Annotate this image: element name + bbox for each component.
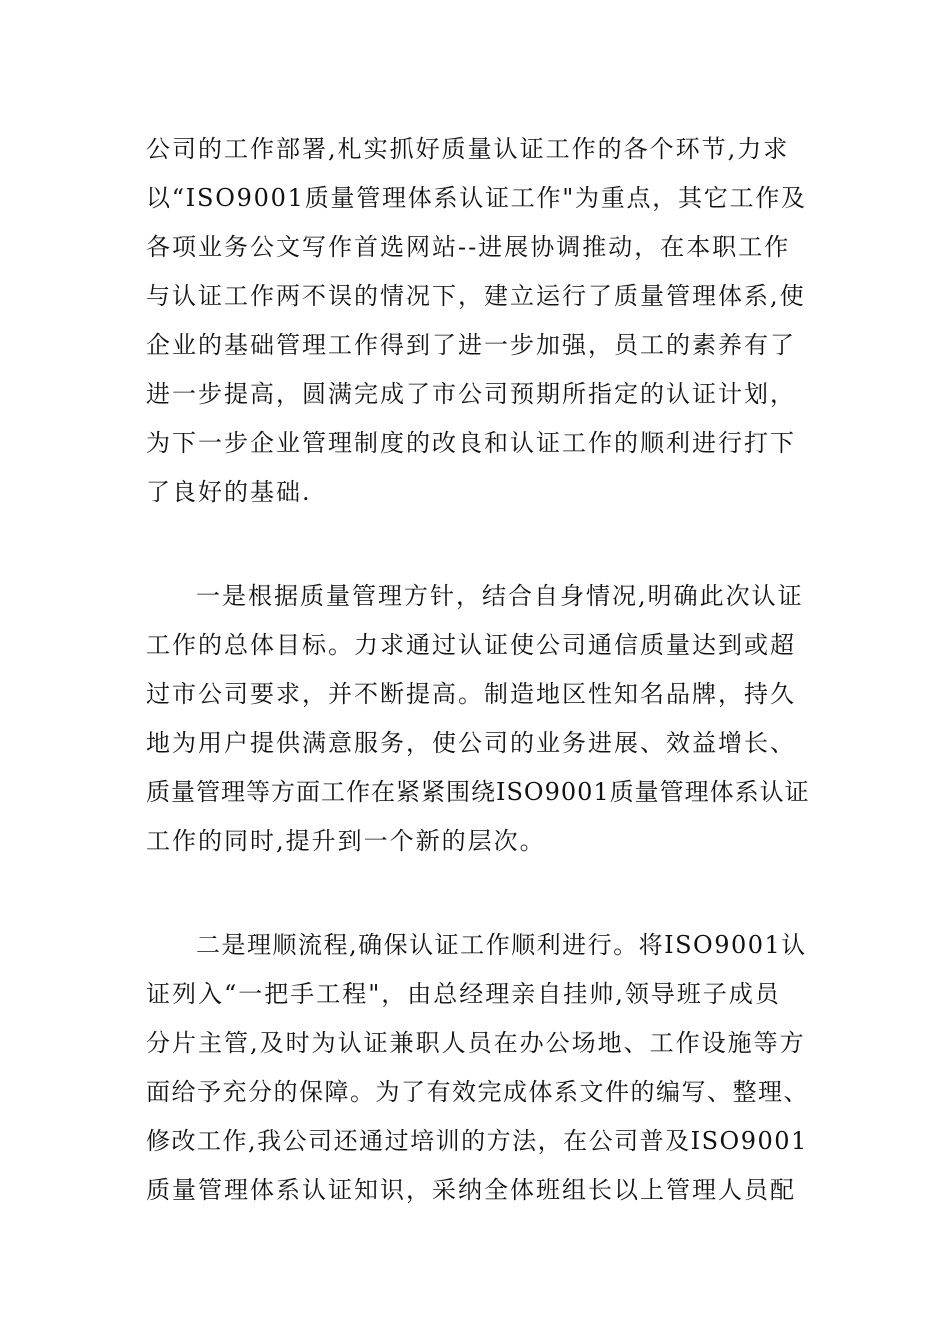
text-line: 分片主管,及时为认证兼职人员在办公场地、工作设施等方 bbox=[146, 1029, 806, 1057]
text-line: 修改工作,我公司还通过培训的方法，在公司普及ISO9001 bbox=[146, 1127, 808, 1155]
text-line: 过市公司要求，并不断提高。制造地区性知名品牌，持久 bbox=[146, 680, 796, 708]
text-line: 公司的工作部署,札实抓好质量认证工作的各个环节,力求 bbox=[146, 135, 790, 163]
text-line: 进一步提高，圆满完成了市公司预期所指定的认证计划， bbox=[146, 380, 796, 408]
text-line: 各项业务公文写作首选网站--进展协调推动，在本职工作 bbox=[146, 233, 791, 261]
text-line: 面给予充分的保障。为了有效完成体系文件的编写、整理、 bbox=[146, 1078, 809, 1106]
text-line: 与认证工作两不误的情况下，建立运行了质量管理体系,使 bbox=[146, 282, 806, 310]
text-line: 证列入“一把手工程"，由总经理亲自挂帅,领导班子成员 bbox=[146, 980, 781, 1008]
text-line: 企业的基础管理工作得到了进一步加强，员工的素养有了 bbox=[146, 331, 796, 359]
text-line: 地为用户提供满意服务，使公司的业务进展、效益增长、 bbox=[146, 729, 796, 757]
text-line: 了良好的基础. bbox=[146, 478, 312, 506]
text-line: 一是根据质量管理方针，结合自身情况,明确此次认证 bbox=[196, 582, 804, 610]
text-line: 工作的同时,提升到一个新的层次。 bbox=[146, 827, 546, 855]
text-line: 质量管理等方面工作在紧紧围绕ISO9001质量管理体系认证 bbox=[146, 778, 810, 806]
text-line: 工作的总体目标。力求通过认证使公司通信质量达到或超 bbox=[146, 631, 796, 659]
text-line: 二是理顺流程,确保认证工作顺利进行。将ISO9001认 bbox=[196, 931, 807, 959]
text-line: 以“ISO9001质量管理体系认证工作"为重点，其它工作及 bbox=[146, 184, 807, 212]
text-line: 为下一步企业管理制度的改良和认证工作的顺利进行打下 bbox=[146, 429, 796, 457]
text-line: 质量管理体系认证知识，采纳全体班组长以上管理人员配 bbox=[146, 1176, 796, 1204]
